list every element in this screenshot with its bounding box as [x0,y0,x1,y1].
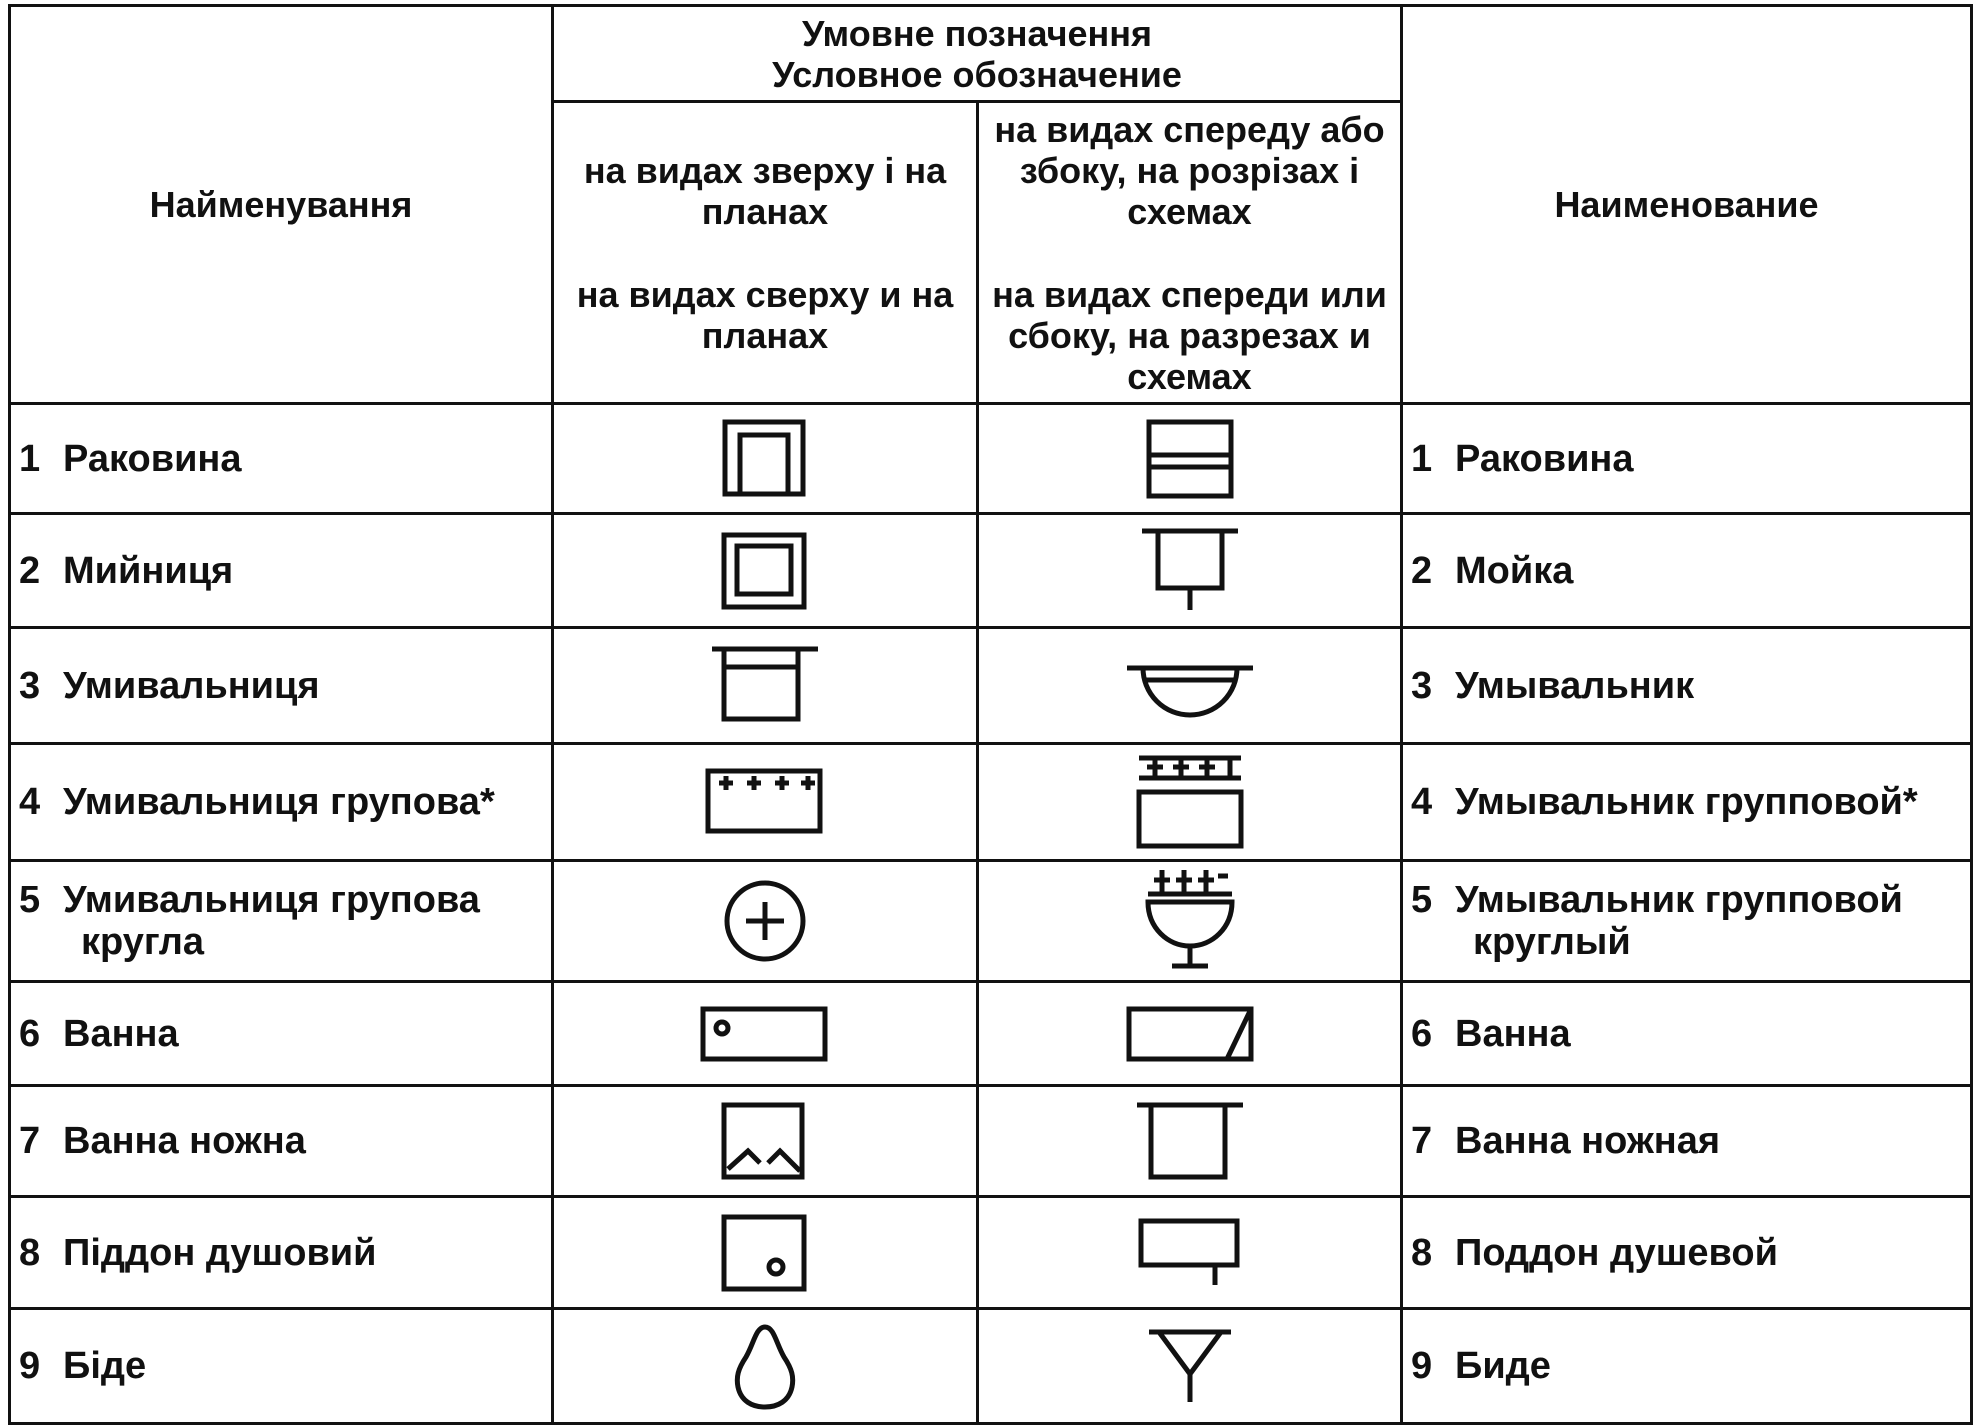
row-label: Раковина [63,437,242,480]
header-front-view-ru: на видах спереди или сбоку, на разрезах и схемах [992,273,1387,397]
sink-front-icon [1140,526,1240,616]
row-name-ua [10,628,553,744]
table-row [10,1086,1972,1197]
header-symbol-ru: Условное обозначение [772,53,1182,95]
front-view-cell [978,514,1402,628]
row-name-ua [10,514,553,628]
row-label: Умивальниця [63,664,320,707]
top-view-cell [553,1086,978,1197]
row-label: Биде [1455,1345,1551,1387]
top-view-cell [553,514,978,628]
round-group-lavatory-front-icon [1140,866,1240,976]
washbasin-top-icon [720,419,810,499]
row-label: Умывальник [1455,664,1695,707]
shower-tray-top-icon [720,1213,810,1293]
row-number: 2 [19,549,41,592]
row-number: 1 [1411,437,1433,480]
row-label: Умивальниця групова* [63,781,495,823]
table-row [10,404,1972,514]
row-number: 8 [19,1231,41,1274]
foot-bath-top-icon [720,1101,810,1181]
row-number: 4 [19,781,41,823]
row-name-ua [10,404,553,514]
row-label: Біде [63,1345,147,1387]
row-label: Умывальник групповой* [1455,781,1918,823]
row-number: 6 [1411,1012,1433,1055]
front-view-cell [978,404,1402,514]
bidet-top-icon [730,1321,800,1411]
table-row [10,628,1972,744]
row-label: Піддон душовий [63,1231,377,1274]
row-name-ru [1402,1086,1972,1197]
group-lavatory-top-icon [705,767,825,837]
front-view-cell [978,1309,1402,1424]
header-row-1 [10,6,1972,102]
row-label: Поддон душевой [1455,1231,1778,1274]
top-view-cell [553,982,978,1086]
top-view-cell [553,404,978,514]
top-view-cell [553,744,978,861]
row-label: Умивальниця групова [63,879,480,921]
table-row [10,982,1972,1086]
row-number: 9 [1411,1345,1433,1387]
header-top-view [553,102,978,404]
row-number: 4 [1411,781,1433,823]
header-name-ru: Наименование [1402,6,1972,404]
lavatory-top-icon [710,643,820,728]
row-name-ru [1402,514,1972,628]
row-number: 7 [1411,1120,1433,1162]
row-name-ua [10,1309,553,1424]
header-symbol [553,6,1402,102]
row-number: 8 [1411,1231,1433,1274]
header-name-ua: Найменування [10,6,553,404]
row-name-ua [10,861,553,982]
row-name-ua [10,982,553,1086]
sanitary-symbols-table [8,4,1973,1425]
row-number: 3 [1411,664,1433,707]
foot-bath-front-icon [1135,1099,1245,1184]
top-view-cell [553,628,978,744]
row-name-ru [1402,1197,1972,1309]
row-number: 7 [19,1120,41,1162]
round-group-lavatory-top-icon [720,876,810,966]
row-number: 3 [19,664,41,707]
bathtub-top-icon [700,1004,830,1064]
row-number: 1 [19,437,41,480]
row-number: 2 [1411,549,1433,592]
top-view-cell [553,861,978,982]
row-label: Раковина [1455,437,1634,480]
table-row [10,861,1972,982]
front-view-cell [978,1197,1402,1309]
header-front-view-ua: на видах спереду або збоку, на розрізах і схемах [994,108,1385,232]
row-name-ru [1402,628,1972,744]
lavatory-front-icon [1125,646,1255,726]
washbasin-front-icon [1145,419,1235,499]
sink-top-icon [720,531,810,611]
bathtub-front-icon [1125,1004,1255,1064]
front-view-cell [978,744,1402,861]
header-top-view-ru: на видах сверху и на планах [576,273,954,356]
top-view-cell [553,1197,978,1309]
row-label: Умывальник групповой [1455,879,1903,921]
row-name-ru [1402,861,1972,982]
row-name-ru [1402,1309,1972,1424]
row-label-continuation: круглый [1473,921,1631,963]
row-number: 6 [19,1012,41,1055]
table-row [10,514,1972,628]
row-label: Ванна ножная [1455,1120,1721,1162]
row-name-ru [1402,744,1972,861]
row-label: Мойка [1455,549,1574,592]
table-row [10,1197,1972,1309]
row-number: 5 [1411,879,1433,921]
header-top-view-ua: на видах зверху і на планах [583,149,947,232]
row-name-ua [10,1197,553,1309]
shower-tray-front-icon [1135,1213,1245,1293]
group-lavatory-front-icon [1135,752,1245,852]
row-label: Ванна [63,1012,179,1055]
row-name-ru [1402,404,1972,514]
table-row [10,1309,1972,1424]
top-view-cell [553,1309,978,1424]
row-name-ua [10,1086,553,1197]
row-name-ua [10,744,553,861]
bidet-front-icon [1145,1326,1235,1406]
table-row [10,744,1972,861]
front-view-cell [978,628,1402,744]
front-view-cell [978,982,1402,1086]
row-name-ru [1402,982,1972,1086]
front-view-cell [978,861,1402,982]
row-number: 9 [19,1345,41,1387]
row-number: 5 [19,879,41,921]
front-view-cell [978,1086,1402,1197]
header-front-view [978,102,1402,404]
row-label: Ванна ножна [63,1120,306,1162]
header-symbol-ua: Умовне позначення [801,12,1153,54]
row-label: Ванна [1455,1012,1571,1055]
row-label-continuation: кругла [81,921,205,963]
row-label: Мийниця [63,549,234,592]
